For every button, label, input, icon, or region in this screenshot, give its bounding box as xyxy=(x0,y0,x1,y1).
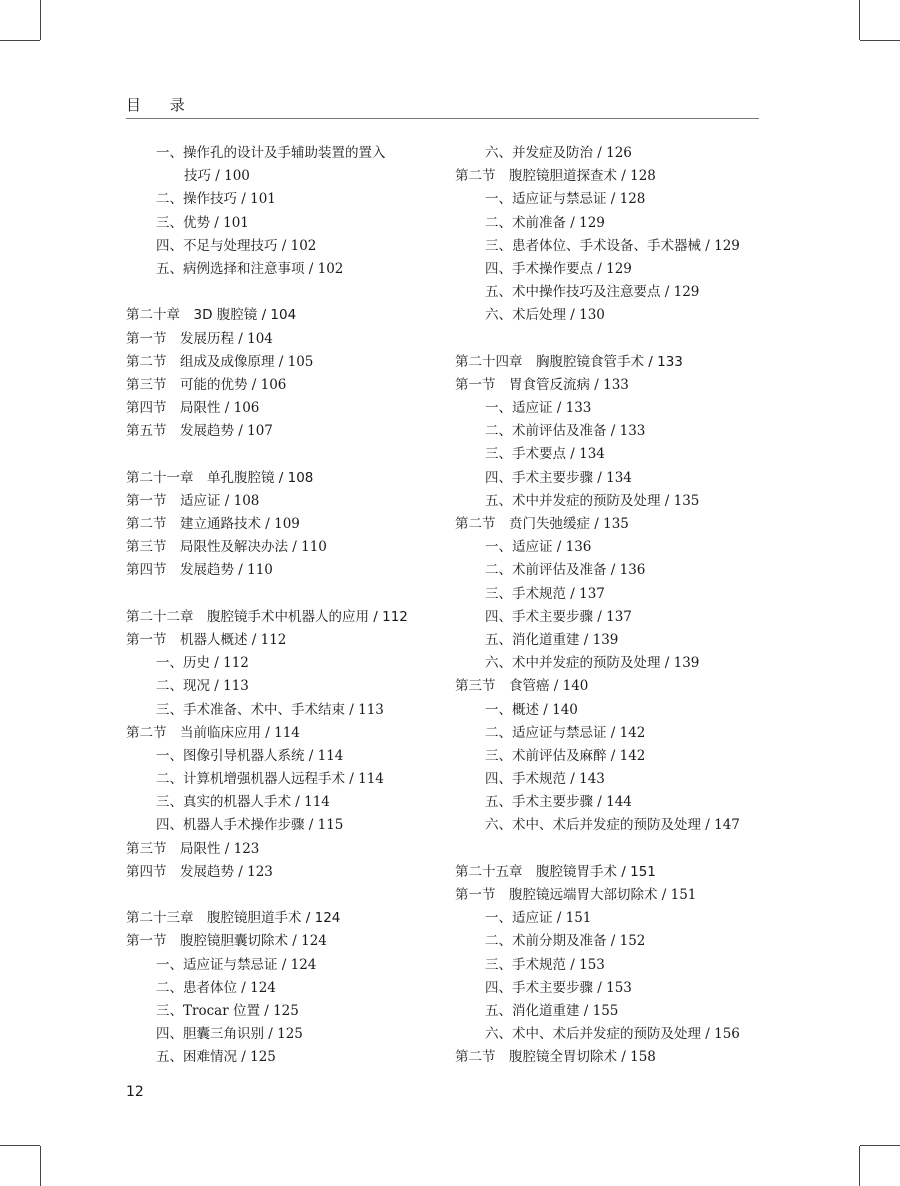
toc-item-entry[interactable]: 一、适应证 / 133 xyxy=(485,400,592,417)
toc-section-entry[interactable]: 第五节 发展趋势 / 107 xyxy=(126,423,273,440)
toc-section-entry[interactable]: 第三节 局限性及解决办法 / 110 xyxy=(126,539,327,556)
toc-item-entry[interactable]: 二、术前评估及准备 / 133 xyxy=(485,423,646,440)
spacer xyxy=(455,838,785,861)
toc-item-entry[interactable]: 三、手术要点 / 134 xyxy=(485,446,605,463)
spacer xyxy=(126,281,456,304)
toc-item-entry[interactable]: 四、手术规范 / 143 xyxy=(485,771,605,788)
toc-item-entry[interactable]: 二、术前评估及准备 / 136 xyxy=(485,562,646,579)
toc-section-entry[interactable]: 第一节 适应证 / 108 xyxy=(126,492,260,509)
toc-item-entry[interactable]: 一、操作孔的设计及手辅助装置的置入 xyxy=(156,145,386,161)
toc-item-entry[interactable]: 三、手术规范 / 137 xyxy=(485,585,605,602)
toc-item-entry[interactable]: 六、术中并发症的预防及处理 / 139 xyxy=(485,655,700,672)
toc-item-entry[interactable]: 一、图像引导机器人系统 / 114 xyxy=(156,747,344,764)
toc-chapter-entry[interactable]: 第二十一章 单孔腹腔镜 / 108 xyxy=(126,469,314,486)
spacer xyxy=(126,884,456,907)
toc-section-entry[interactable]: 第四节 发展趋势 / 123 xyxy=(126,863,273,880)
toc-section-entry[interactable]: 第一节 胃食管反流病 / 133 xyxy=(455,376,629,393)
toc-item-entry[interactable]: 六、并发症及防治 / 126 xyxy=(485,145,632,161)
toc-chapter-entry[interactable]: 第二十四章 胸腹腔镜食管手术 / 133 xyxy=(455,353,683,370)
toc-section-entry[interactable]: 第一节 腹腔镜胆囊切除术 / 124 xyxy=(126,933,327,950)
toc-item-entry[interactable]: 三、优势 / 101 xyxy=(156,214,249,231)
crop-mark xyxy=(40,0,41,40)
toc-section-entry[interactable]: 第二节 建立通路技术 / 109 xyxy=(126,516,300,532)
toc-item-entry[interactable]: 一、适应证 / 151 xyxy=(485,910,592,927)
page-number: 12 xyxy=(126,1084,144,1100)
toc-item-entry[interactable]: 三、手术准备、术中、手术结束 / 113 xyxy=(156,701,384,718)
toc-section-entry[interactable]: 第四节 局限性 / 106 xyxy=(126,400,260,417)
toc-section-entry[interactable]: 第二节 贲门失弛缓症 / 135 xyxy=(455,516,629,532)
crop-mark xyxy=(859,1146,860,1186)
toc-item-entry[interactable]: 三、Trocar 位置 / 125 xyxy=(156,1002,299,1019)
toc-item-entry[interactable]: 四、机器人手术操作步骤 / 115 xyxy=(156,817,344,834)
toc-section-entry[interactable]: 第一节 机器人概述 / 112 xyxy=(126,631,287,648)
toc-item-entry[interactable]: 二、操作技巧 / 101 xyxy=(156,191,276,208)
toc-item-entry[interactable]: 四、手术主要步骤 / 137 xyxy=(485,608,632,625)
toc-section-entry[interactable]: 第三节 可能的优势 / 106 xyxy=(126,376,287,393)
toc-item-entry[interactable]: 六、术后处理 / 130 xyxy=(485,307,605,324)
toc-item-entry[interactable]: 四、胆囊三角识别 / 125 xyxy=(156,1026,303,1043)
toc-item-entry[interactable]: 三、术前评估及麻醉 / 142 xyxy=(485,747,646,764)
toc-item-entry[interactable]: 一、适应证与禁忌证 / 128 xyxy=(485,191,646,208)
toc-left-column xyxy=(126,142,456,1070)
toc-item-entry[interactable]: 四、手术主要步骤 / 134 xyxy=(485,469,632,486)
toc-item-entry[interactable]: 四、手术主要步骤 / 153 xyxy=(485,979,632,996)
page-header-title: 目 录 xyxy=(126,96,197,114)
spacer xyxy=(126,583,456,606)
toc-item-entry[interactable]: 一、适应证与禁忌证 / 124 xyxy=(156,956,317,973)
toc-section-entry[interactable]: 第一节 发展历程 / 104 xyxy=(126,330,273,347)
toc-item-entry[interactable]: 三、真实的机器人手术 / 114 xyxy=(156,794,330,811)
toc-item-entry[interactable]: 五、困难情况 / 125 xyxy=(156,1049,276,1066)
toc-item-entry[interactable]: 六、术中、术后并发症的预防及处理 / 147 xyxy=(485,817,740,834)
toc-chapter-entry[interactable]: 第二十章 3D 腹腔镜 / 104 xyxy=(126,307,297,324)
toc-item-entry[interactable]: 一、概述 / 140 xyxy=(485,701,578,718)
toc-item-entry[interactable]: 二、计算机增强机器人远程手术 / 114 xyxy=(156,771,384,788)
toc-item-entry[interactable]: 五、消化道重建 / 155 xyxy=(485,1002,619,1019)
toc-item-entry[interactable]: 六、术中、术后并发症的预防及处理 / 156 xyxy=(485,1026,740,1043)
spacer xyxy=(126,443,456,466)
toc-item-continuation[interactable]: 技巧 / 100 xyxy=(184,168,250,185)
crop-mark xyxy=(0,1145,40,1146)
header-rule xyxy=(126,118,759,119)
toc-right-column xyxy=(455,142,785,1070)
toc-section-entry[interactable]: 第三节 食管癌 / 140 xyxy=(455,678,589,695)
toc-section-entry[interactable]: 第一节 腹腔镜远端胃大部切除术 / 151 xyxy=(455,887,697,903)
toc-item-entry[interactable]: 五、术中并发症的预防及处理 / 135 xyxy=(485,492,700,509)
toc-item-entry[interactable]: 二、术前准备 / 129 xyxy=(485,214,605,231)
toc-item-entry[interactable]: 三、患者体位、手术设备、手术器械 / 129 xyxy=(485,237,740,254)
toc-item-entry[interactable]: 五、手术主要步骤 / 144 xyxy=(485,794,632,811)
toc-section-entry[interactable]: 第二节 组成及成像原理 / 105 xyxy=(126,353,314,370)
toc-item-entry[interactable]: 一、历史 / 112 xyxy=(156,655,249,672)
toc-section-entry[interactable]: 第二节 当前临床应用 / 114 xyxy=(126,724,300,741)
spacer xyxy=(455,328,785,351)
toc-item-entry[interactable]: 二、术前分期及准备 / 152 xyxy=(485,933,646,950)
crop-mark xyxy=(0,40,40,41)
toc-item-entry[interactable]: 二、适应证与禁忌证 / 142 xyxy=(485,724,646,741)
crop-mark xyxy=(860,40,900,41)
toc-item-entry[interactable]: 五、消化道重建 / 139 xyxy=(485,631,619,648)
toc-item-entry[interactable]: 四、手术操作要点 / 129 xyxy=(485,260,632,277)
toc-chapter-entry[interactable]: 第二十二章 腹腔镜手术中机器人的应用 / 112 xyxy=(126,608,408,625)
toc-item-entry[interactable]: 二、患者体位 / 124 xyxy=(156,979,276,996)
toc-item-entry[interactable]: 四、不足与处理技巧 / 102 xyxy=(156,237,317,254)
toc-chapter-entry[interactable]: 第二十三章 腹腔镜胆道手术 / 124 xyxy=(126,910,341,927)
toc-section-entry[interactable]: 第三节 局限性 / 123 xyxy=(126,840,260,857)
toc-section-entry[interactable]: 第二节 腹腔镜胆道探查术 / 128 xyxy=(455,168,656,185)
crop-mark xyxy=(860,1145,900,1146)
crop-mark xyxy=(859,0,860,40)
crop-mark xyxy=(40,1146,41,1186)
toc-section-entry[interactable]: 第四节 发展趋势 / 110 xyxy=(126,562,273,579)
toc-item-entry[interactable]: 五、病例选择和注意事项 / 102 xyxy=(156,260,344,277)
toc-item-entry[interactable]: 三、手术规范 / 153 xyxy=(485,956,605,973)
toc-item-entry[interactable]: 二、现况 / 113 xyxy=(156,678,249,695)
toc-item-entry[interactable]: 五、术中操作技巧及注意要点 / 129 xyxy=(485,284,700,301)
toc-section-entry[interactable]: 第二节 腹腔镜全胃切除术 / 158 xyxy=(455,1049,656,1066)
toc-item-entry[interactable]: 一、适应证 / 136 xyxy=(485,539,592,556)
toc-chapter-entry[interactable]: 第二十五章 腹腔镜胃手术 / 151 xyxy=(455,863,656,880)
